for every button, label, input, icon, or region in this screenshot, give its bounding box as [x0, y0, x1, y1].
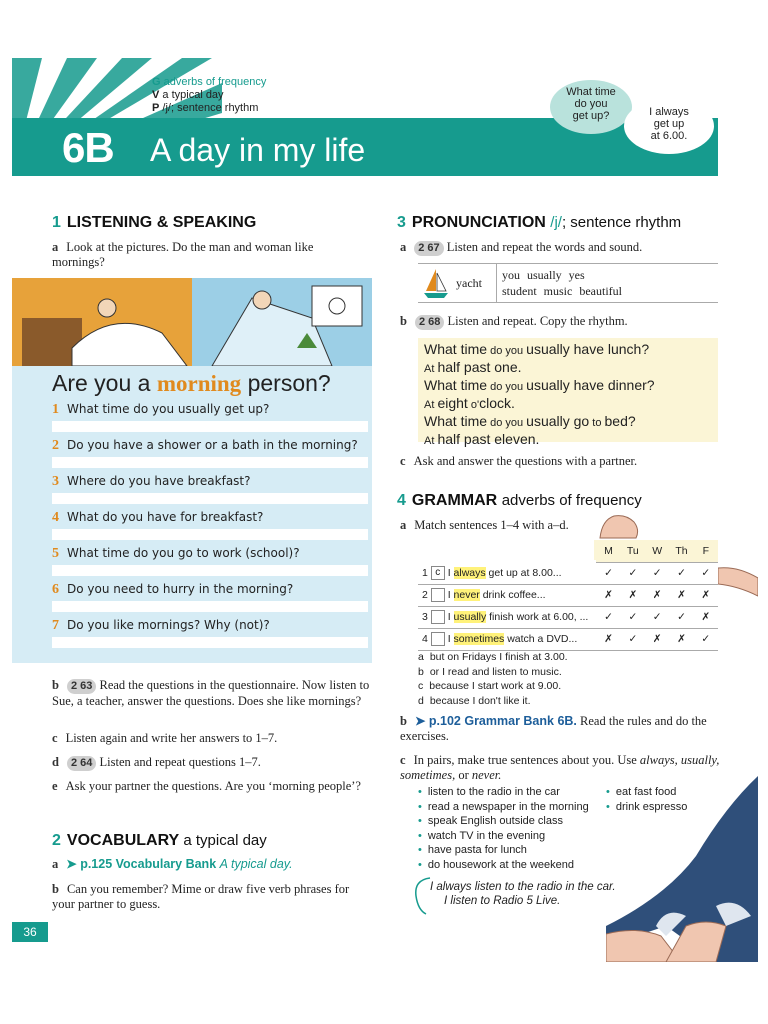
rhythm-sentences-box: [418, 338, 718, 447]
unit-number: 6B: [62, 124, 114, 171]
example-line: I always listen to the radio in the car.: [430, 881, 616, 893]
exercise-3c: c Ask and answer the questions with a partner.: [400, 454, 638, 468]
answer-box[interactable]: [431, 588, 445, 602]
words-row-1: you usually yes: [502, 268, 585, 282]
rhythm-line: At half past eleven.: [424, 431, 540, 447]
day-header: M: [596, 540, 620, 562]
vocabulary-bank-link[interactable]: p.125 Vocabulary Bank: [80, 857, 217, 871]
list-item: b or I read and listen to music.: [418, 665, 562, 678]
question-item: 7 Do you like mornings? Why (not)?: [52, 618, 270, 633]
answer-line[interactable]: [52, 493, 368, 504]
rhythm-line: At eight o'clock.: [424, 395, 515, 411]
rhythm-line: What time do you usually have dinner?: [424, 377, 655, 393]
audio-track-badge[interactable]: 2 67: [414, 241, 443, 256]
section-listening-speaking-heading: 1 LISTENING & SPEAKING: [52, 214, 257, 231]
audio-track-badge[interactable]: 2 63: [67, 679, 96, 694]
day-header: F: [694, 540, 718, 562]
audio-track-badge[interactable]: 2 64: [67, 756, 96, 771]
activity-list-left: [418, 785, 608, 872]
exercise-1d: d 2 64 Listen and repeat questions 1–7.: [52, 755, 261, 769]
sound-word-box: [418, 263, 718, 303]
sound-word: yacht: [456, 276, 482, 290]
question-item: 5 What time do you go to work (school)?: [52, 546, 300, 561]
exercise-2b: b Can you remember? Mime or draw five verb phrases for your partner to guess.: [52, 882, 350, 911]
exercise-1c: c Listen again and write her answers to 1–7.: [52, 731, 278, 745]
question-item: 1 What time do you usually get up?: [52, 402, 270, 417]
list-item: • eat fast food: [606, 785, 716, 800]
list-item: • read a newspaper in the morning: [418, 800, 608, 815]
match-answers: [418, 650, 568, 708]
speech-bubble-question: What time do you get up?: [550, 80, 632, 134]
words-row-2: student music beautiful: [502, 284, 622, 298]
table-row: 2 I never drink coffee... ✗ ✗ ✗ ✗ ✗: [418, 584, 718, 606]
list-item: • do housework at the weekend: [418, 858, 608, 873]
list-item: • watch TV in the evening: [418, 829, 608, 844]
exercise-4a: a Match sentences 1–4 with a–d.: [400, 518, 569, 532]
question-item: 2 Do you have a shower or a bath in the morning?: [52, 438, 358, 453]
answer-line[interactable]: [52, 457, 368, 468]
answer-line[interactable]: [52, 601, 368, 612]
morning-person-questionnaire: [12, 278, 372, 663]
day-header: W: [645, 540, 669, 562]
unit-title: A day in my life: [150, 132, 366, 168]
table-row: 3 I usually finish work at 6.00, ... ✓ ✓ ✓ ✓ ✗: [418, 606, 718, 628]
section-grammar-heading: 4 GRAMMAR adverbs of frequency: [397, 492, 642, 509]
grammar-bank-link[interactable]: p.102 Grammar Bank 6B.: [428, 714, 577, 728]
unit-header: [12, 58, 718, 176]
audio-track-badge[interactable]: 2 68: [415, 315, 444, 330]
question-item: 6 Do you need to hurry in the morning?: [52, 582, 294, 597]
answer-line[interactable]: [52, 565, 368, 576]
legs-illustration: [606, 776, 758, 962]
exercise-1a: a Look at the pictures. Do the man and woman like mornings?: [52, 240, 314, 269]
exercise-4c: c In pairs, make true sentences about you. Use always, usually, sometimes, or never.: [400, 753, 720, 782]
arm-illustration: [718, 560, 758, 600]
example-line: I listen to Radio 5 Live.: [444, 895, 561, 907]
exercise-3b: b 2 68 Listen and repeat. Copy the rhythm.: [400, 314, 628, 328]
pronunciation-focus: P /j/; sentence rhythm: [152, 102, 259, 114]
answer-box[interactable]: c: [431, 566, 445, 580]
day-header: Tu: [621, 540, 645, 562]
answer-line[interactable]: [52, 637, 368, 648]
frequency-table: [418, 540, 718, 651]
rhythm-line: What time do you usually go to bed?: [424, 413, 636, 429]
list-item: • listen to the radio in the car: [418, 785, 608, 800]
rhythm-line: What time do you usually have lunch?: [424, 341, 650, 357]
answer-box[interactable]: [431, 610, 445, 624]
answer-line[interactable]: [52, 421, 368, 432]
grammar-focus: G adverbs of frequency: [152, 76, 267, 88]
exercise-1e: e Ask your partner the questions. Are you ‘morning people’?: [52, 779, 361, 793]
list-item: a but on Fridays I finish at 3.00.: [418, 651, 568, 663]
answer-line[interactable]: [52, 529, 368, 540]
table-row: 4 I sometimes watch a DVD... ✗ ✓ ✗ ✗ ✓: [418, 628, 718, 650]
question-item: 4 What do you have for breakfast?: [52, 510, 264, 525]
questionnaire-title: Are you a morning person?: [52, 370, 331, 396]
list-item: c because I start work at 9.00.: [418, 680, 562, 692]
exercise-4b: b ➤ p.102 Grammar Bank 6B. Read the rules and do the exercises.: [400, 714, 707, 743]
example-sentences: [430, 880, 616, 908]
vocabulary-focus: V a typical day: [152, 89, 224, 101]
speech-bracket-decoration: [412, 876, 432, 916]
section-vocabulary-heading: 2 VOCABULARY a typical day: [52, 832, 267, 849]
list-item: • have pasta for lunch: [418, 843, 608, 858]
exercise-1b: b 2 63 Read the questions in the questionnaire. Now listen to Sue, a teacher, answer the questions. Does she like mornings?: [52, 678, 370, 708]
yacht-icon: [422, 267, 450, 299]
page-number: 36: [12, 922, 48, 942]
rhythm-line: At half past one.: [424, 359, 522, 375]
exercise-2a: a ➤ p.125 Vocabulary Bank A typical day.: [52, 857, 293, 871]
morning-illustration: [12, 278, 372, 366]
day-header: Th: [669, 540, 693, 562]
exercise-3a: a 2 67 Listen and repeat the words and sound.: [400, 240, 643, 254]
question-item: 3 Where do you have breakfast?: [52, 474, 251, 489]
section-pronunciation-heading: 3 PRONUNCIATION /j/; sentence rhythm: [397, 214, 682, 231]
answer-box[interactable]: [431, 632, 445, 646]
speech-bubble-answer: I always get up at 6.00.: [624, 98, 714, 154]
table-row: 1 c I always get up at 8.00... ✓ ✓ ✓ ✓ ✓: [418, 562, 718, 584]
list-item: • drink espresso: [606, 800, 716, 815]
list-item: d because I don't like it.: [418, 694, 531, 707]
hand-illustration: [596, 512, 642, 540]
list-item: • speak English outside class: [418, 814, 608, 829]
